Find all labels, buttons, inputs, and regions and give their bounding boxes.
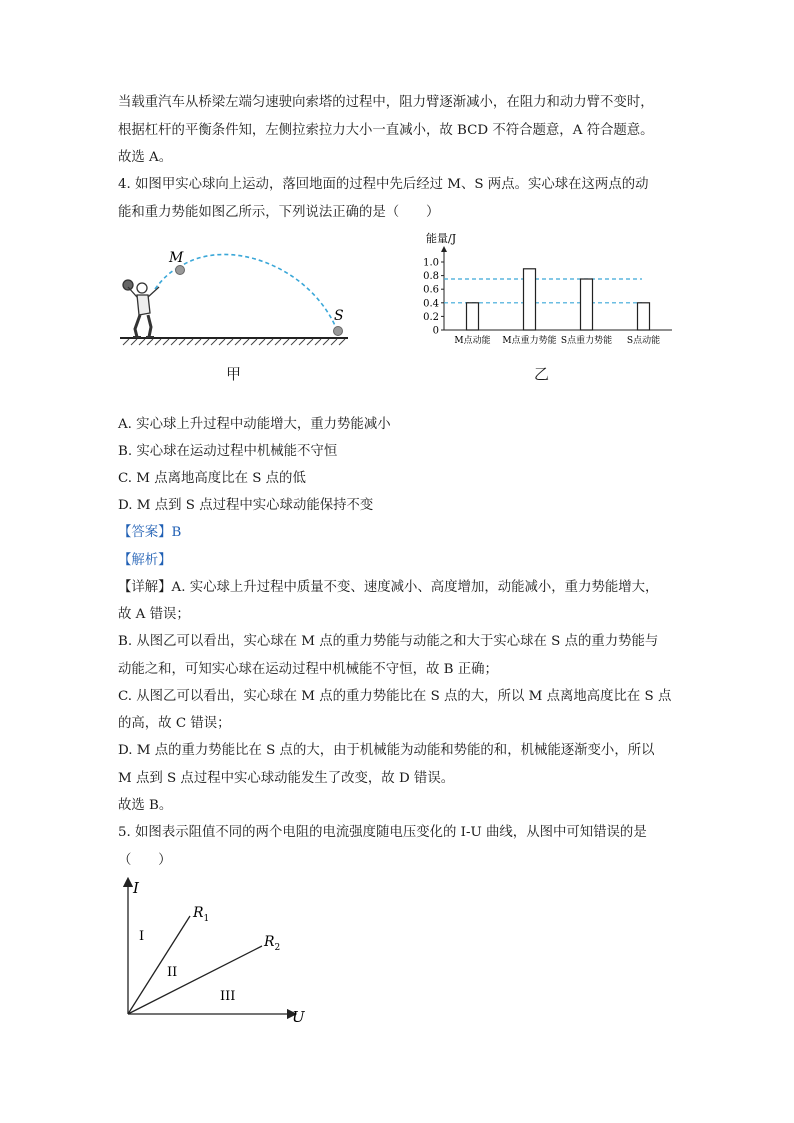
r1-label: $R_1$ bbox=[193, 905, 210, 924]
trajectory-down bbox=[178, 254, 337, 330]
figure-jia bbox=[115, 245, 360, 355]
r2-label: $R_2$ bbox=[264, 934, 281, 953]
chart-category-label: S点动能 bbox=[626, 336, 661, 346]
detail-line: 【详解】A. 实心球上升过程中质量不变、速度减小、高度增加，动能减小，重力势能增大， bbox=[118, 580, 659, 595]
region-3-label: III bbox=[220, 989, 236, 1004]
region-2-label: II bbox=[167, 965, 178, 980]
region-1-label: I bbox=[139, 929, 145, 944]
option-a: A. 实心球上升过程中动能增大，重力势能减小 bbox=[118, 417, 391, 432]
detail-line: 的高，故 C 错误； bbox=[118, 716, 231, 731]
option-c: C. M 点离地高度比在 S 点的低 bbox=[118, 471, 306, 486]
text-line: 故选 A。 bbox=[118, 150, 173, 165]
y-axis-label: I bbox=[133, 879, 139, 897]
detail-line: C. 从图乙可以看出，实心球在 M 点的重力势能比在 S 点的大，所以 M 点离地高度比在 S 点 bbox=[118, 689, 672, 704]
ball-in-hand bbox=[123, 280, 133, 290]
detail-line: B. 从图乙可以看出，实心球在 M 点的重力势能与动能之和大于实心球在 S 点的重力势能与 bbox=[118, 634, 659, 649]
question-4-stem: 4. 如图甲实心球向上运动，落回地面的过程中先后经过 M、S 两点。实心球在这两点的动 bbox=[118, 177, 649, 192]
chart-y-tick-label: 1.0 bbox=[423, 257, 439, 269]
chart-category-label: M点动能 bbox=[454, 336, 491, 346]
detail-line: M 点到 S 点过程中实心球动能发生了改变，故 D 错误。 bbox=[118, 771, 455, 786]
analysis-label: 【解析】 bbox=[118, 553, 172, 568]
detail-line: 动能之和，可知实心球在运动过程中机械能不守恒，故 B 正确； bbox=[118, 662, 498, 677]
point-M bbox=[176, 266, 185, 275]
chart-bar bbox=[638, 303, 650, 330]
chart-category-label: M点重力势能 bbox=[502, 336, 557, 346]
chart-y-tick-label: 0.2 bbox=[423, 311, 439, 323]
thrower-figure bbox=[123, 280, 159, 337]
figure-yi-chart bbox=[410, 230, 680, 350]
trajectory-up bbox=[155, 268, 178, 289]
detail-line: 故 A 错误； bbox=[118, 607, 190, 622]
answer-label: 【答案】B bbox=[118, 525, 182, 540]
chart-y-axis-arrow bbox=[441, 246, 447, 252]
label-S: S bbox=[334, 308, 344, 324]
chart-y-axis-title: 能量/J bbox=[426, 232, 457, 245]
question-4-stem: 能和重力势能如图乙所示，下列说法正确的是（ ） bbox=[118, 205, 440, 220]
chart-bar bbox=[581, 279, 593, 330]
question-5-stem: 5. 如图表示阻值不同的两个电阻的电流强度随电压变化的 I-U 曲线，从图中可知错误的是 bbox=[118, 825, 647, 840]
figure-caption-yi: 乙 bbox=[534, 365, 550, 383]
figure-iu-graph bbox=[112, 876, 327, 1028]
chart-y-tick-label: 0.8 bbox=[423, 271, 439, 283]
detail-line: D. M 点的重力势能比在 S 点的大，由于机械能为动能和势能的和，机械能逐渐变小，所以 bbox=[118, 743, 655, 758]
point-S bbox=[334, 327, 343, 336]
chart-y-tick-label: 0 bbox=[432, 325, 439, 337]
chart-bar bbox=[524, 269, 536, 330]
question-5-stem: （ ） bbox=[118, 853, 172, 868]
figure-caption-jia: 甲 bbox=[226, 365, 242, 383]
line-r1 bbox=[128, 916, 190, 1014]
chart-bar bbox=[467, 303, 479, 330]
chart-y-tick-label: 0.6 bbox=[423, 284, 439, 296]
chart-category-label: S点重力势能 bbox=[560, 336, 613, 346]
option-d: D. M 点到 S 点过程中实心球动能保持不变 bbox=[118, 498, 374, 513]
x-axis-label: U bbox=[292, 1008, 305, 1026]
text-line: 当载重汽车从桥梁左端匀速驶向索塔的过程中，阻力臂逐渐减小，在阻力和动力臂不变时， bbox=[118, 95, 654, 110]
line-r2 bbox=[128, 946, 262, 1014]
text-line: 根据杠杆的平衡条件知，左侧拉索拉力大小一直减小，故 BCD 不符合题意，A 符合题意。 bbox=[118, 123, 654, 138]
detail-line: 故选 B。 bbox=[118, 798, 173, 813]
chart-y-tick-label: 0.4 bbox=[423, 298, 439, 310]
label-M: M bbox=[169, 250, 184, 266]
option-b: B. 实心球在运动过程中机械能不守恒 bbox=[118, 444, 338, 459]
